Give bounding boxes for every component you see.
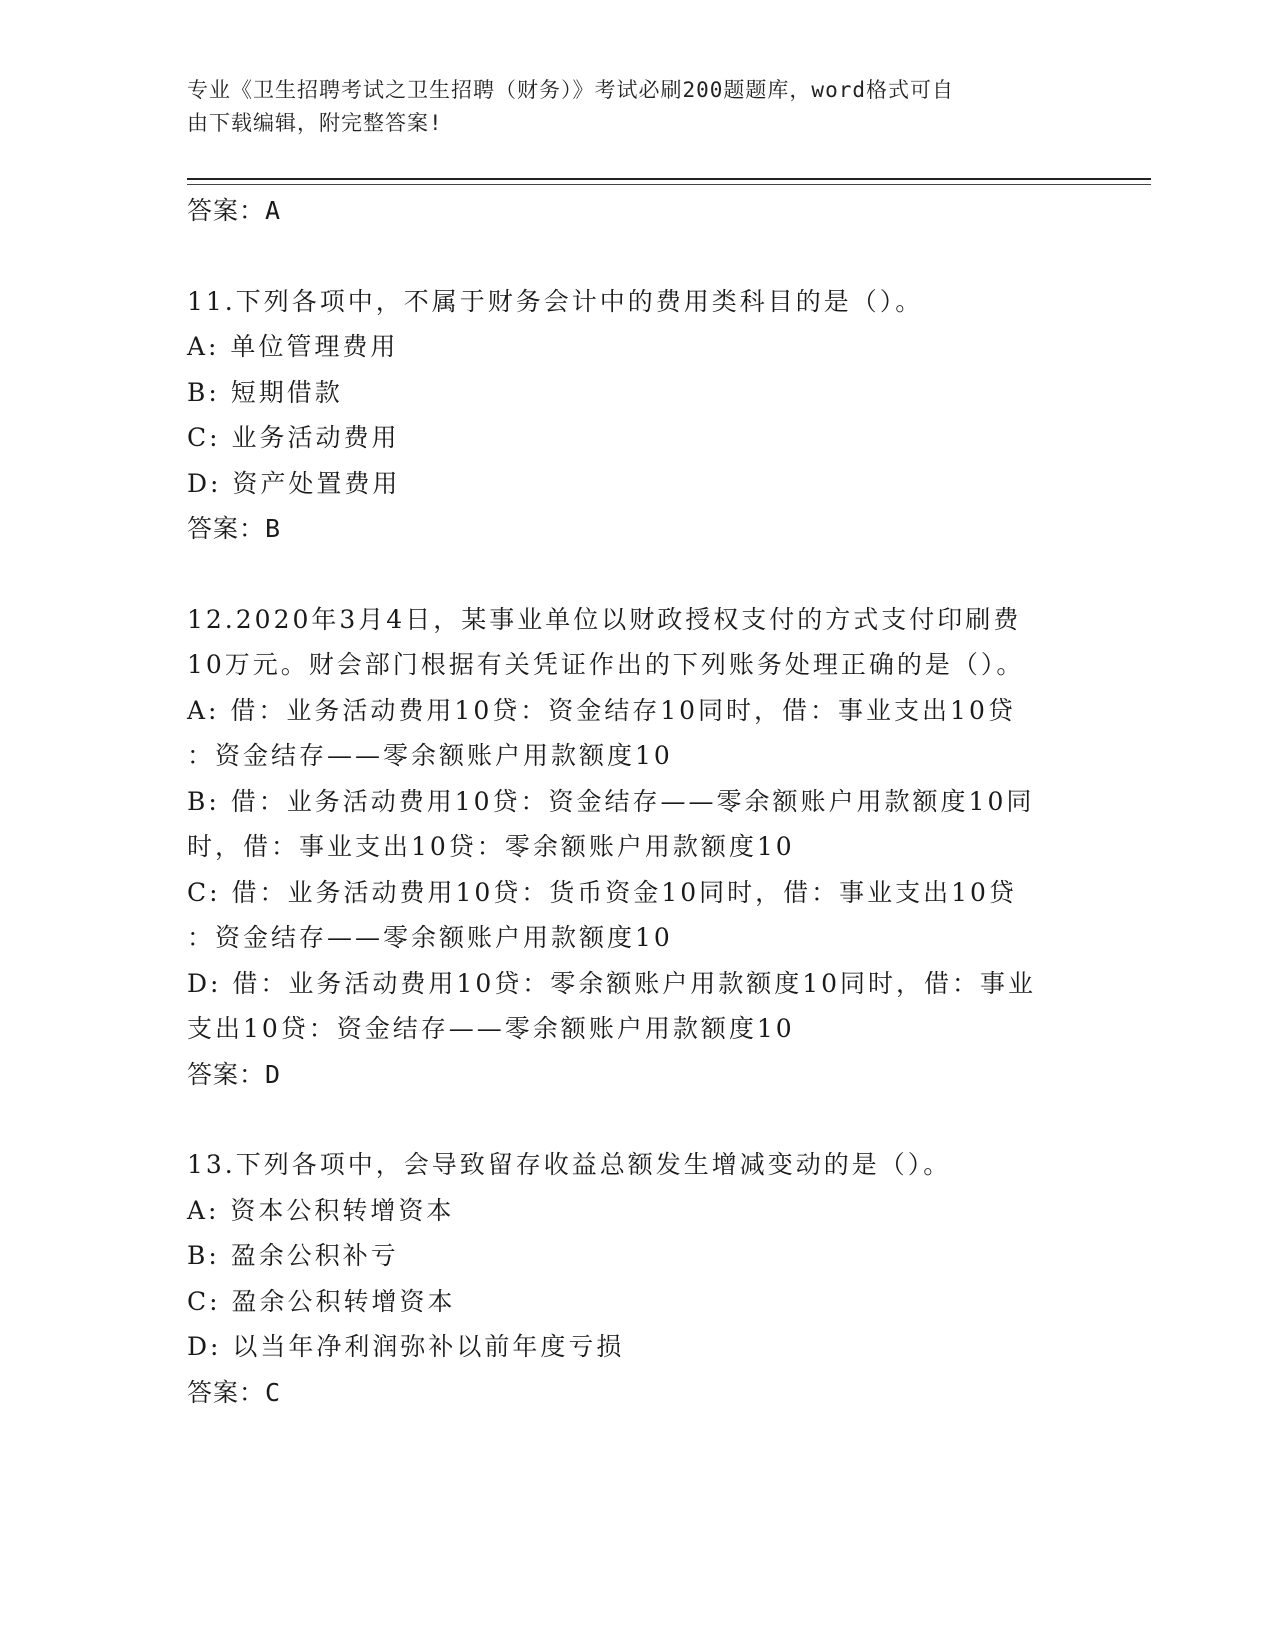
option-c: C: 盈余公积转增资本 bbox=[187, 1286, 456, 1316]
header-line-1: 专业《卫生招聘考试之卫生招聘（财务）》考试必刷200题题库，word格式可自 bbox=[187, 78, 954, 102]
question-block-11 bbox=[187, 279, 1087, 552]
header-line-2: 由下载编辑，附完整答案! bbox=[187, 111, 443, 135]
option-d-line-1: D: 借：业务活动费用10贷：零余额账户用款额度10同时，借：事业 bbox=[187, 968, 1037, 998]
answer-line: 答案：D bbox=[187, 1059, 282, 1089]
option-c-line-2: ：资金结存——零余额账户用款额度10 bbox=[187, 923, 673, 952]
option-b: B: 短期借款 bbox=[187, 377, 343, 407]
spacer bbox=[187, 1097, 1087, 1142]
option-a-line-1: A: 借：业务活动费用10贷：资金结存10同时，借：事业支出10贷 bbox=[187, 695, 1016, 725]
question-block-12 bbox=[187, 597, 1087, 1098]
document-body bbox=[187, 188, 1087, 1415]
option-d: D: 以当年净利润弥补以前年度亏损 bbox=[187, 1332, 625, 1361]
question-stem-line-1: 12.2020年3月4日，某事业单位以财政授权支付的方式支付印刷费 bbox=[187, 604, 1022, 634]
question-stem: 13.下列各项中，会导致留存收益总额发生增减变动的是（）。 bbox=[187, 1150, 952, 1179]
option-d: D: 资产处置费用 bbox=[187, 468, 401, 498]
question-stem: 11.下列各项中，不属于财务会计中的费用类科目的是（）。 bbox=[187, 286, 924, 316]
option-c: C: 业务活动费用 bbox=[187, 423, 400, 452]
document-header bbox=[187, 74, 1067, 140]
option-b-line-2: 时，借：事业支出10贷：零余额账户用款额度10 bbox=[187, 832, 795, 861]
option-d-line-2: 支出10贷：资金结存——零余额账户用款额度10 bbox=[187, 1014, 795, 1043]
question-block-13 bbox=[187, 1142, 1087, 1415]
answer-line: 答案：A bbox=[187, 196, 282, 225]
answer-line: 答案：C bbox=[187, 1377, 282, 1407]
option-b-line-1: B: 借：业务活动费用10贷：资金结存——零余额账户用款额度10同 bbox=[187, 786, 1035, 816]
option-b: B: 盈余公积补亏 bbox=[187, 1241, 399, 1270]
option-a: A: 资本公积转增资本 bbox=[187, 1195, 455, 1225]
option-a: A: 单位管理费用 bbox=[187, 332, 399, 361]
answer-line: 答案：B bbox=[187, 514, 282, 543]
spacer bbox=[187, 552, 1087, 597]
option-c-line-1: C: 借：业务活动费用10贷：货币资金10同时，借：事业支出10贷 bbox=[187, 877, 1017, 907]
header-divider-thin bbox=[187, 184, 1151, 185]
spacer bbox=[187, 234, 1087, 279]
option-a-line-2: ：资金结存——零余额账户用款额度10 bbox=[187, 741, 673, 770]
header-divider-thick bbox=[187, 178, 1151, 180]
question-stem-line-2: 10万元。财会部门根据有关凭证作出的下列账务处理正确的是（）。 bbox=[187, 650, 1025, 679]
